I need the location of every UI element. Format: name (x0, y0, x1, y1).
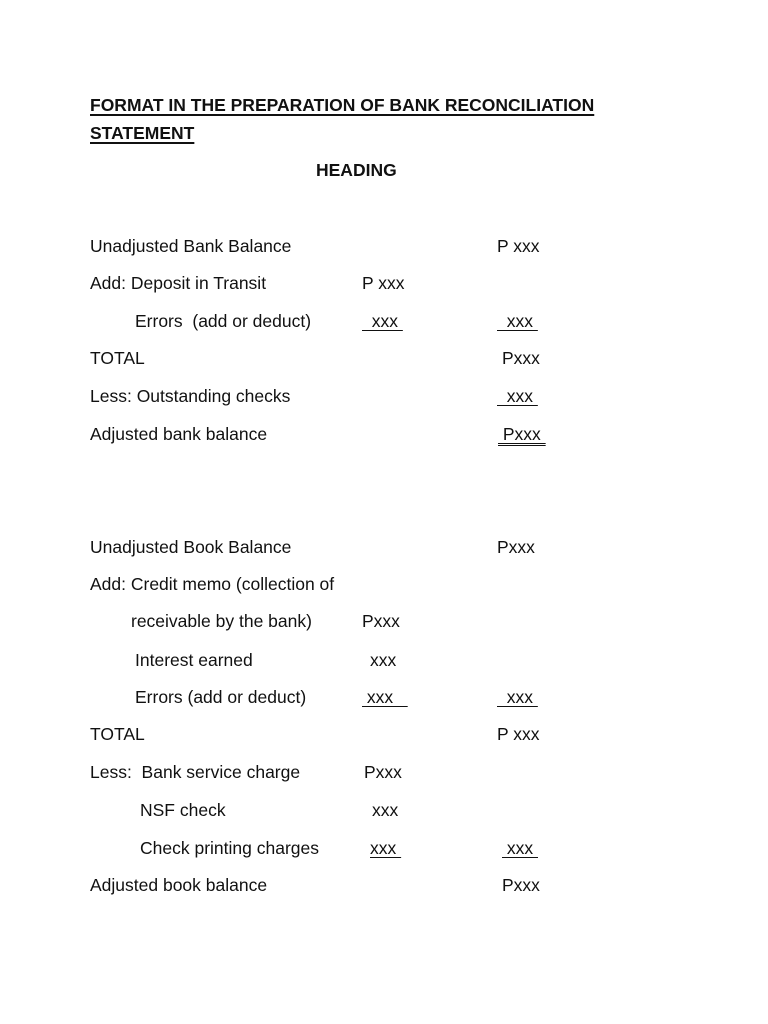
bank-total-amount: Pxxx (502, 348, 540, 368)
heading-label: HEADING (316, 160, 397, 180)
deposit-in-transit-label: Add: Deposit in Transit (90, 273, 267, 293)
bank-errors-label: Errors (add or deduct) (135, 311, 312, 331)
credit-memo-label: Add: Credit memo (collection of (90, 574, 335, 594)
bank-errors-total: xxx (497, 311, 538, 331)
check-printing-charges-total: xxx (502, 838, 538, 858)
adjusted-bank-balance-total: Pxxx (498, 424, 546, 444)
document-title-line1: FORMAT IN THE PREPARATION OF BANK RECONCILIATION (90, 95, 595, 115)
check-printing-charges-amount: xxx (370, 838, 402, 858)
book-errors-amount: xxx (362, 687, 408, 707)
bank-service-charge-amount: Pxxx (364, 762, 402, 782)
book-errors-label: Errors (add or deduct) (135, 687, 307, 707)
book-total-amount: P xxx (497, 724, 540, 744)
document-title-line2: STATEMENT (90, 123, 195, 143)
unadjusted-bank-balance-total: P xxx (497, 236, 540, 256)
interest-earned-amount: xxx (370, 650, 397, 670)
interest-earned-label: Interest earned (135, 650, 253, 670)
book-errors-total: xxx (497, 687, 538, 707)
check-printing-charges-label: Check printing charges (140, 838, 319, 858)
credit-memo-amount: Pxxx (362, 611, 400, 631)
adjusted-book-balance-label: Adjusted book balance (90, 875, 268, 895)
deposit-in-transit-amount: P xxx (362, 273, 405, 293)
book-total-label: TOTAL (90, 724, 145, 744)
unadjusted-book-balance-total: Pxxx (497, 537, 535, 557)
credit-memo-label-continued: receivable by the bank) (131, 611, 312, 631)
outstanding-checks-label: Less: Outstanding checks (90, 386, 291, 406)
adjusted-bank-balance-label: Adjusted bank balance (90, 424, 268, 444)
nsf-check-label: NSF check (140, 800, 226, 820)
nsf-check-amount: xxx (372, 800, 399, 820)
adjusted-book-balance-total: Pxxx (502, 875, 540, 895)
unadjusted-bank-balance-label: Unadjusted Bank Balance (90, 236, 292, 256)
bank-service-charge-label: Less: Bank service charge (90, 762, 301, 782)
outstanding-checks-total: xxx (497, 386, 538, 406)
bank-total-label: TOTAL (90, 348, 145, 368)
bank-errors-amount: xxx (362, 311, 403, 331)
unadjusted-book-balance-label: Unadjusted Book Balance (90, 537, 292, 557)
